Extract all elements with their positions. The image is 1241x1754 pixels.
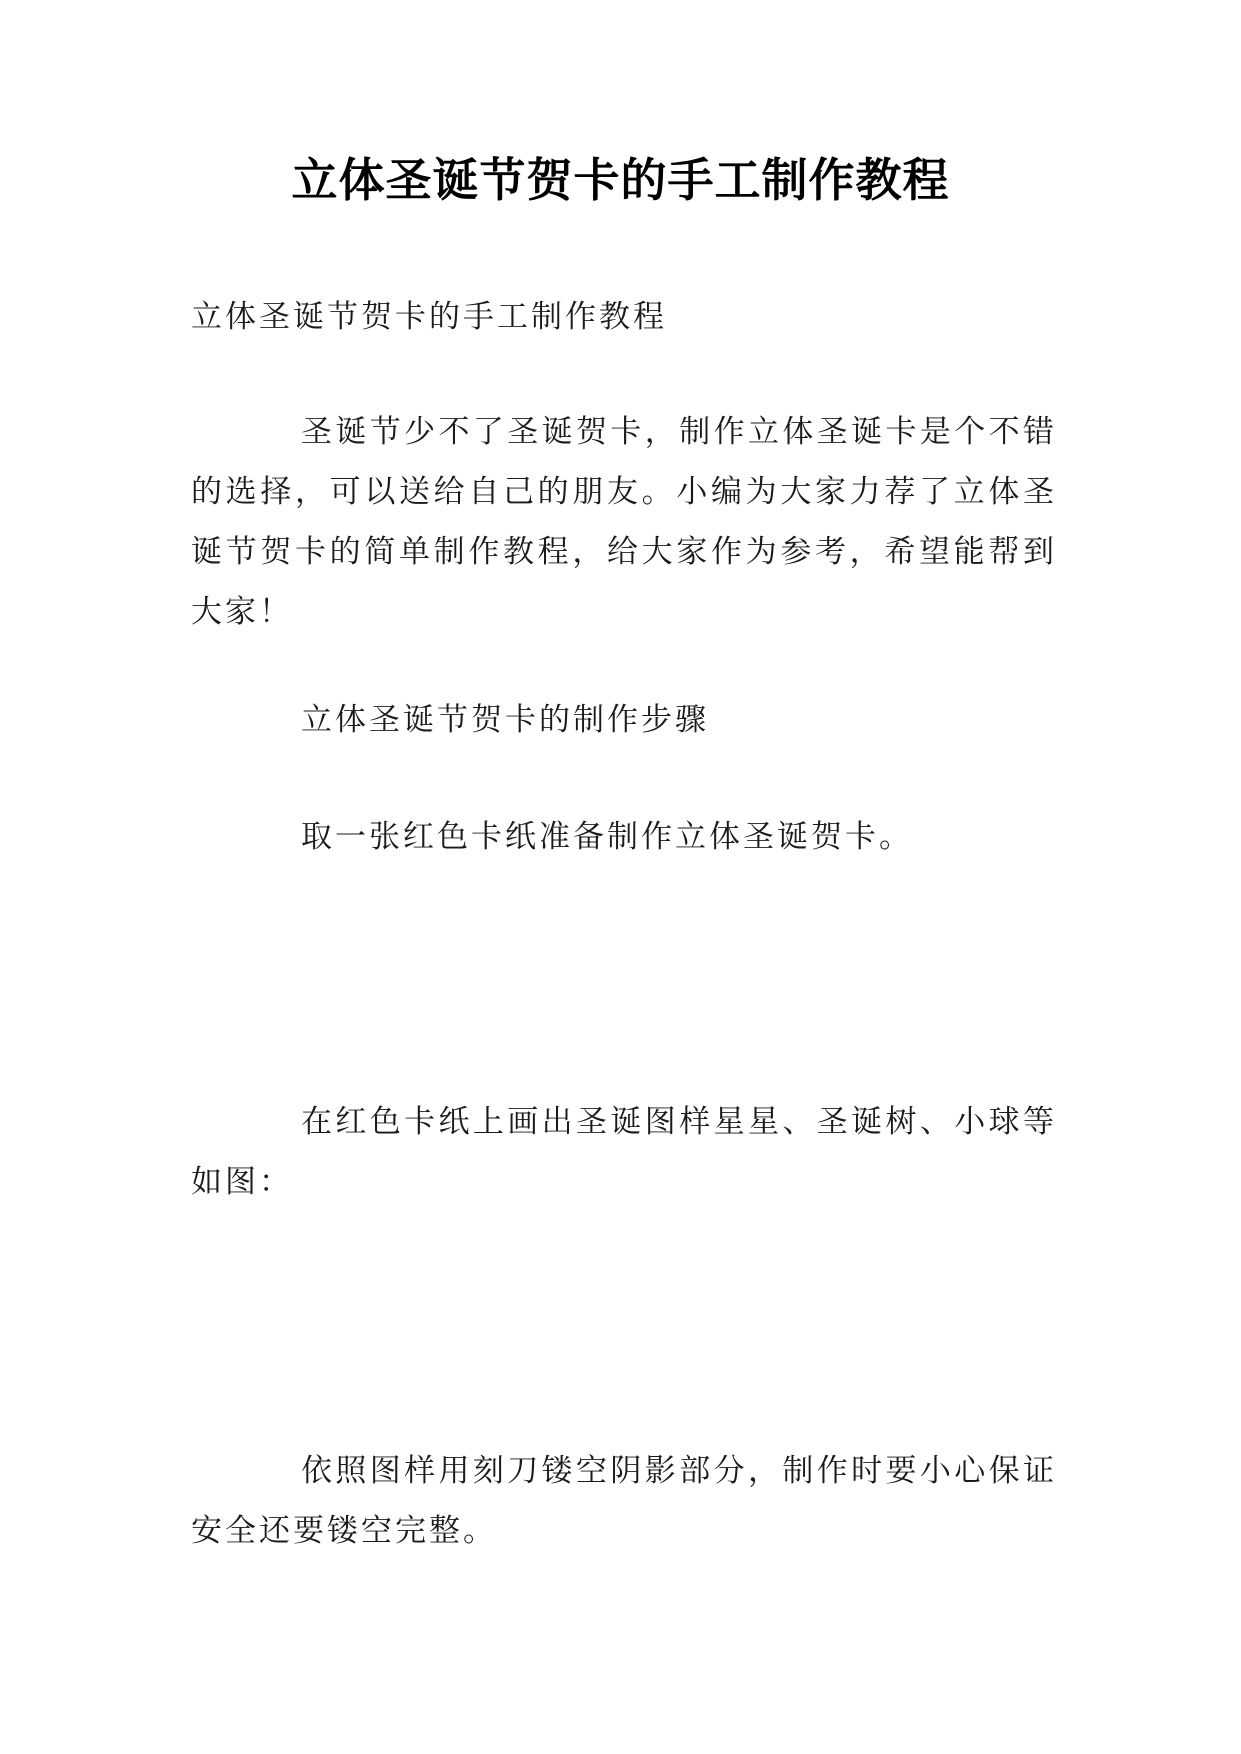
steps-heading: 立体圣诞节贺卡的制作步骤 <box>301 702 709 738</box>
step-3-paragraph: 依照图样用刻刀镂空阴影部分，制作时要小心保证安全还要镂空完整。 <box>191 1453 1057 1549</box>
step-2-paragraph: 在红色卡纸上画出圣诞图样星星、圣诞树、小球等如图： <box>191 1104 1057 1200</box>
document-subtitle: 立体圣诞节贺卡的手工制作教程 <box>191 299 667 335</box>
intro-paragraph: 圣诞节少不了圣诞贺卡，制作立体圣诞卡是个不错的选择，可以送给自己的朋友。小编为大家力荐了立体圣诞节贺卡的简单制作教程，给大家作为参考，希望能帮到大家！ <box>191 414 1057 630</box>
document-title: 立体圣诞节贺卡的手工制作教程 <box>291 153 950 207</box>
step-1-paragraph: 取一张红色卡纸准备制作立体圣诞贺卡。 <box>301 819 913 855</box>
